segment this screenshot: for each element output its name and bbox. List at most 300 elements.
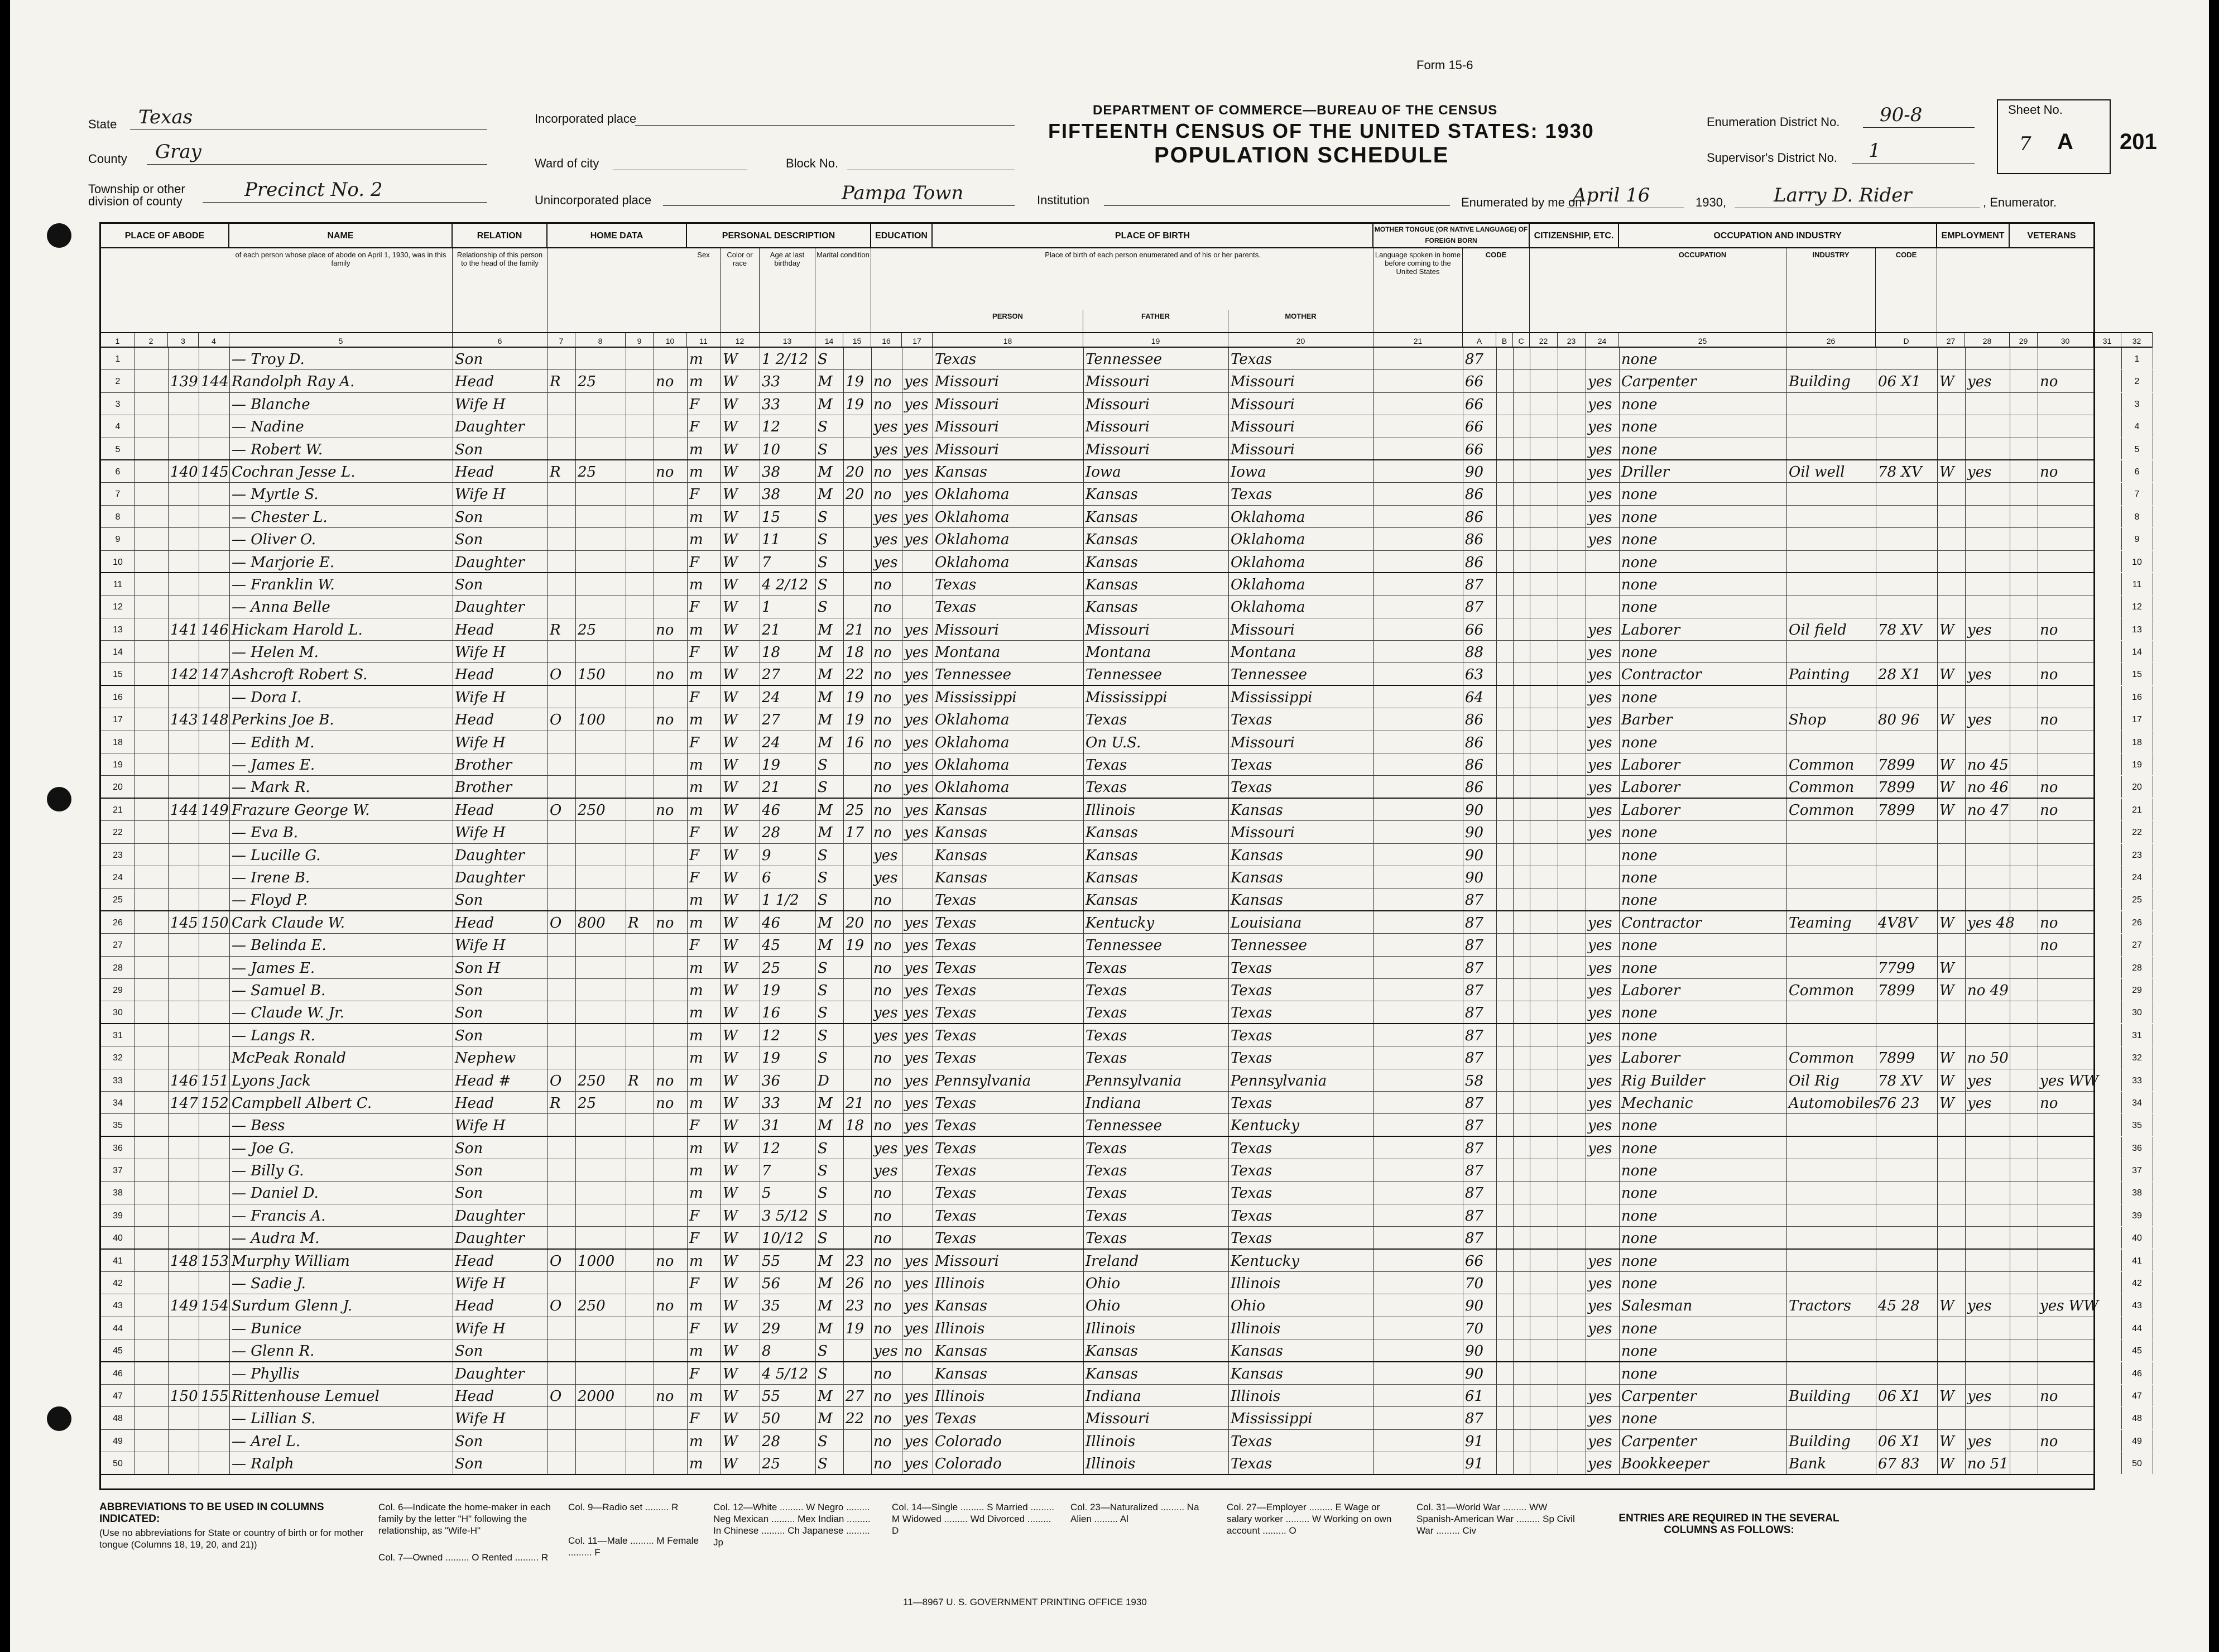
cell-radio [628, 1452, 652, 1475]
table-row [101, 1092, 2142, 1114]
column-rule [1965, 708, 1966, 730]
cell-marriage-age [846, 1024, 870, 1046]
column-rule [1373, 889, 1374, 910]
column-rule [815, 957, 816, 978]
cell-relation: Daughter [455, 1230, 525, 1247]
cell-mother-birth: Texas [1231, 1005, 1272, 1022]
cell-farm [656, 1272, 686, 1294]
cell-veteran [2040, 844, 2092, 866]
enumeration-district-value: 90-8 [1880, 104, 1923, 126]
column-rule [547, 957, 548, 978]
cell-radio [628, 753, 652, 776]
table-row [101, 1024, 2142, 1046]
column-rule [843, 1227, 844, 1248]
cell-mother-birth: Missouri [1231, 441, 1295, 458]
column-rule [687, 799, 688, 820]
column-rule [2093, 1385, 2094, 1406]
column-rule [1786, 1092, 1787, 1113]
column-number: 16 [871, 332, 902, 348]
cell-veteran: no [2040, 1094, 2058, 1112]
cell-industry [1789, 866, 1875, 889]
column-rule [1373, 1385, 1374, 1406]
column-rule [229, 776, 230, 797]
column-number: 21 [1373, 332, 1463, 348]
column-rule [1937, 731, 1938, 753]
column-rule [1786, 1137, 1787, 1159]
cell-read: yes [904, 1387, 929, 1405]
abbrev-col7: Col. 7—Owned ......... O Rented ......... R [378, 1552, 549, 1563]
line-number-right: 10 [2132, 557, 2142, 567]
line-number: 18 [113, 737, 123, 747]
cell-worker-class [1939, 415, 1964, 438]
cell-tenure [550, 753, 574, 776]
column-rule [871, 1182, 872, 1203]
cell-dwelling [170, 641, 198, 663]
cell-marriage-age [846, 1452, 870, 1475]
column-rule [815, 1362, 816, 1384]
enumerated-label: Enumerated by me on [1461, 195, 1582, 209]
column-rule [1513, 1001, 1514, 1022]
cell-father-birth: Texas [1086, 1163, 1127, 1180]
cell-value [578, 1046, 625, 1069]
column-rule [1965, 528, 1966, 550]
cell-occupation: Laborer [1621, 779, 1680, 796]
column-rule [575, 1001, 576, 1022]
cell-worker-class [1939, 483, 1964, 505]
cell-tenure: O [550, 1298, 562, 1315]
line-number-right: 9 [2134, 535, 2140, 545]
column-rule [1965, 1001, 1966, 1022]
column-rule [687, 663, 688, 684]
column-rule [815, 1250, 816, 1271]
cell-father-birth: Texas [1086, 1027, 1127, 1044]
column-rule [843, 1137, 844, 1159]
column-rule [1619, 844, 1620, 866]
column-rule [2093, 708, 2094, 730]
line-number: 22 [113, 828, 123, 838]
cell-mother-birth: Texas [1231, 1456, 1272, 1473]
column-rule [1496, 979, 1497, 1001]
column-rule [1937, 1317, 1938, 1339]
column-rule [575, 506, 576, 527]
cell-family [201, 753, 228, 776]
cell-birthplace: Oklahoma [935, 486, 1010, 503]
cell-worker-class: W [1939, 373, 1954, 391]
column-rule [168, 663, 169, 684]
column-rule [687, 866, 688, 888]
column-rule [871, 596, 872, 617]
cell-name: — Edith M. [232, 734, 315, 751]
cell-dwelling [170, 1407, 198, 1429]
cell-tenure [550, 934, 574, 956]
column-rule [229, 799, 230, 820]
cell-read: yes [904, 621, 929, 638]
column-rule [871, 1272, 872, 1294]
cell-sex: m [689, 892, 703, 909]
column-rule [547, 618, 548, 640]
cell-race: W [723, 1140, 738, 1157]
cell-occ-code [1878, 1204, 1936, 1227]
cell-family: 151 [201, 1072, 229, 1089]
cell-occ-code [1878, 393, 1936, 415]
cell-industry [1789, 686, 1875, 708]
cell-occupation: none [1621, 1207, 1658, 1224]
column-rule [687, 957, 688, 978]
column-rule [1937, 528, 1938, 550]
column-rule [1619, 1294, 1620, 1316]
cell-value: 25 [578, 621, 597, 638]
group-abode: PLACE OF ABODE [101, 224, 229, 248]
column-rule [168, 528, 169, 550]
cell-employed [1967, 889, 2009, 911]
column-rule [1083, 460, 1084, 482]
cell-employed [1967, 573, 2009, 596]
column-rule [547, 370, 548, 392]
table-row [101, 1204, 2142, 1227]
cell-age: 4 2/12 [762, 576, 809, 593]
column-rule [1228, 1114, 1229, 1135]
cell-school: no [873, 1298, 892, 1315]
cell-name: — Nadine [232, 419, 304, 436]
cell-worker-class: W [1939, 712, 1954, 729]
cell-tenure [550, 957, 574, 979]
cell-school: no [873, 644, 892, 661]
column-rule [1228, 618, 1229, 640]
cell-school: no [873, 666, 892, 684]
column-rule [1786, 753, 1787, 775]
cell-sex: m [689, 779, 703, 796]
cell-mother-birth: Texas [1231, 1207, 1272, 1224]
cell-family: 155 [201, 1387, 229, 1405]
column-rule [1513, 1294, 1514, 1316]
column-rule [1937, 799, 1938, 820]
column-rule [687, 844, 688, 866]
cell-age: 12 [762, 1140, 781, 1157]
cell-veteran [2040, 1452, 2092, 1475]
column-rule [1937, 1430, 1938, 1452]
cell-sex: F [689, 1275, 700, 1293]
cell-age: 19 [762, 1050, 781, 1067]
column-rule [1228, 1227, 1229, 1248]
cell-father-birth: Missouri [1086, 621, 1150, 638]
cell-father-birth: Kansas [1086, 1365, 1138, 1382]
column-rule [1228, 934, 1229, 955]
cell-radio [628, 686, 652, 708]
cell-marital: S [818, 869, 828, 886]
cell-family [201, 957, 228, 979]
cell-employed: yes [1967, 712, 1992, 729]
line-number: 13 [113, 625, 123, 635]
column-rule [1496, 1272, 1497, 1294]
cell-race: W [723, 937, 738, 954]
cell-farm [656, 1339, 686, 1362]
column-rule [1513, 1024, 1514, 1046]
column-rule [1373, 1339, 1374, 1361]
column-rule [1619, 866, 1620, 888]
cell-relation: Wife H [455, 644, 506, 661]
cell-relation: Head # [455, 1072, 511, 1089]
cell-occ-code: 7899 [1878, 1050, 1915, 1067]
cell-occupation: none [1621, 1005, 1658, 1022]
column-rule [1965, 506, 1966, 527]
column-rule [687, 1159, 688, 1181]
column-rule [1083, 596, 1084, 617]
column-rule [815, 415, 816, 437]
cell-veteran: no [2040, 712, 2058, 729]
group-veterans: VETERANS [2010, 224, 2093, 248]
column-rule [547, 911, 548, 933]
cell-industry [1789, 1272, 1875, 1294]
column-rule [547, 1294, 548, 1316]
cell-industry [1789, 1001, 1875, 1024]
cell-veteran [2040, 1024, 2092, 1046]
column-rule [575, 1024, 576, 1046]
cell-radio [628, 551, 652, 573]
cell-birthplace: Missouri [935, 441, 999, 458]
column-rule [815, 1430, 816, 1452]
column-rule [547, 393, 548, 415]
cell-birthplace: Texas [935, 959, 977, 977]
column-rule [1619, 1069, 1620, 1091]
cell-marriage-age: 23 [846, 1298, 864, 1315]
cell-marriage-age [846, 528, 870, 550]
state-value: Texas [138, 106, 193, 128]
column-rule [547, 1430, 548, 1452]
line-number: 3 [115, 399, 121, 409]
cell-english: yes [1588, 1005, 1612, 1022]
cell-radio [628, 506, 652, 528]
cell-birthplace: Pennsylvania [935, 1072, 1031, 1089]
column-rule [1373, 573, 1374, 595]
department-title: DEPARTMENT OF COMMERCE—BUREAU OF THE CENSUS [1093, 103, 1498, 118]
cell-sex: m [689, 1163, 703, 1180]
cell-occ-code [1878, 596, 1936, 618]
column-rule [843, 1046, 844, 1068]
cell-family [201, 1430, 228, 1452]
abbrev-col31: Col. 31—World War ......... WW Spanish-American War ......... Sp Civil War ......... Civ [1416, 1502, 1575, 1536]
column-rule [1786, 708, 1787, 730]
column-rule [1228, 1092, 1229, 1113]
table-row [101, 1114, 2142, 1136]
cell-father-birth: Indiana [1086, 1094, 1141, 1112]
cell-employed [1967, 957, 2009, 979]
cell-worker-class [1939, 1272, 1964, 1294]
cell-veteran [2040, 415, 2092, 438]
line-number: 35 [113, 1121, 123, 1131]
column-rule [843, 1204, 844, 1226]
cell-code: 70 [1465, 1320, 1484, 1337]
cell-farm: no [656, 1094, 674, 1112]
cell-family: 144 [201, 373, 229, 391]
column-rule [2093, 1046, 2094, 1068]
cell-read: yes [904, 666, 929, 684]
column-rule [547, 1001, 548, 1022]
column-rule [1619, 663, 1620, 684]
column-rule [1513, 1046, 1514, 1068]
cell-sex: m [689, 666, 703, 684]
cell-school: yes [873, 508, 898, 526]
cell-relation: Wife H [455, 396, 506, 413]
column-rule [1786, 731, 1787, 753]
cell-code: 66 [1465, 396, 1484, 413]
cell-tenure [550, 1204, 574, 1227]
column-rule [1083, 776, 1084, 797]
column-rule [229, 1137, 230, 1159]
cell-school: yes [873, 1343, 898, 1360]
cell-family [201, 348, 228, 370]
column-rule [1496, 393, 1497, 415]
cell-radio [628, 1024, 652, 1046]
cell-father-birth: Montana [1086, 644, 1151, 661]
column-rule [1786, 1069, 1787, 1091]
cell-english: yes [1588, 1410, 1612, 1428]
cell-age: 36 [762, 1072, 781, 1089]
cell-tenure: O [550, 666, 562, 684]
cell-read [904, 348, 931, 370]
cell-marital: S [818, 508, 828, 526]
cell-marital: S [818, 847, 828, 864]
column-rule [1786, 1430, 1787, 1452]
column-rule [871, 1137, 872, 1159]
column-rule [168, 415, 169, 437]
line-number-right: 27 [2132, 940, 2142, 950]
column-rule [168, 438, 169, 459]
column-rule [1513, 911, 1514, 933]
column-rule [843, 731, 844, 753]
table-row [101, 934, 2142, 956]
column-rule [1373, 1407, 1374, 1429]
column-rule [1228, 641, 1229, 662]
cell-english [1588, 1362, 1618, 1385]
cell-english: yes [1588, 486, 1612, 503]
cell-race: W [723, 1117, 738, 1135]
cell-birthplace: Montana [935, 644, 1001, 661]
cell-father-birth: Kansas [1086, 554, 1138, 571]
cell-value [578, 483, 625, 505]
column-rule [1937, 821, 1938, 843]
cell-marriage-age [846, 1001, 870, 1024]
cell-school: no [873, 1207, 892, 1224]
cell-birthplace: Texas [935, 1094, 977, 1112]
cell-relation: Brother [455, 757, 512, 774]
cell-age: 19 [762, 982, 781, 999]
column-rule [575, 1452, 576, 1473]
line-number: 23 [113, 850, 123, 860]
cell-employed: no 47 [1967, 801, 2009, 819]
cell-occupation: Barber [1621, 712, 1673, 729]
cell-read [904, 573, 931, 596]
cell-radio [628, 1407, 652, 1429]
cell-employed [1967, 1362, 2009, 1385]
cell-name: Cark Claude W. [232, 914, 345, 931]
cell-marital: M [818, 734, 833, 751]
group-employment: EMPLOYMENT [1937, 224, 2010, 248]
column-number: 15 [843, 332, 871, 348]
column-rule [1965, 979, 1966, 1001]
column-rule [1513, 460, 1514, 482]
cell-read: yes [904, 1050, 929, 1067]
column-rule [815, 528, 816, 550]
cell-race: W [723, 1207, 738, 1224]
cell-race: W [723, 621, 738, 638]
cell-school: no [873, 779, 892, 796]
cell-marriage-age [846, 753, 870, 776]
cell-veteran [2040, 889, 2092, 911]
column-rule [1228, 1407, 1229, 1429]
column-rule [1937, 1159, 1938, 1181]
cell-value [578, 934, 625, 956]
column-rule [843, 460, 844, 482]
cell-father-birth: Illinois [1086, 1456, 1136, 1473]
cell-value [578, 1272, 625, 1294]
cell-farm [656, 393, 686, 415]
cell-read: yes [904, 959, 929, 977]
column-rule [1513, 1385, 1514, 1406]
cell-race: W [723, 1365, 738, 1382]
cell-birthplace: Texas [935, 1207, 977, 1224]
column-rule [1513, 1250, 1514, 1271]
column-rule [1619, 483, 1620, 505]
column-rule [1496, 934, 1497, 955]
unincorporated-label: Unincorporated place [535, 193, 652, 207]
cell-code: 86 [1465, 531, 1484, 549]
cell-industry [1789, 393, 1875, 415]
cell-dwelling [170, 506, 198, 528]
cell-marriage-age: 19 [846, 1320, 864, 1337]
column-rule [871, 1204, 872, 1226]
column-rule [1619, 1362, 1620, 1384]
cell-veteran [2040, 1114, 2092, 1136]
cell-school: no [873, 801, 892, 819]
line-number: 43 [113, 1301, 123, 1311]
cell-mother-birth: Oklahoma [1231, 508, 1305, 526]
cell-school: no [873, 1072, 892, 1089]
cell-farm [656, 889, 686, 911]
cell-marital: S [818, 554, 828, 571]
column-rule [1619, 618, 1620, 640]
column-rule [229, 1069, 230, 1091]
cell-family: 149 [201, 801, 229, 819]
column-rule [871, 528, 872, 550]
cell-name: — Irene B. [232, 869, 310, 886]
cell-dwelling [170, 866, 198, 889]
column-rule [687, 438, 688, 459]
cell-age: 25 [762, 1456, 781, 1473]
column-rule [575, 1137, 576, 1159]
column-rule [1083, 1407, 1084, 1429]
cell-occupation: none [1621, 892, 1658, 909]
cell-family [201, 1024, 228, 1046]
line-number-right: 7 [2134, 489, 2140, 500]
column-rule [1083, 438, 1084, 459]
cell-sex: m [689, 576, 703, 593]
cell-birthplace: Texas [935, 351, 977, 368]
column-rule [1373, 776, 1374, 797]
column-rule [687, 753, 688, 775]
state-label: State [88, 117, 117, 131]
column-rule [575, 776, 576, 797]
column-rule [687, 1385, 688, 1406]
column-rule [687, 551, 688, 572]
column-rule [168, 957, 169, 978]
column-rule [1083, 1001, 1084, 1022]
line-number: 4 [115, 422, 121, 432]
column-rule [2093, 1430, 2094, 1452]
column-rule [1937, 979, 1938, 1001]
column-rule [547, 528, 548, 550]
cell-occupation: none [1621, 847, 1658, 864]
cell-marriage-age: 23 [846, 1252, 864, 1270]
